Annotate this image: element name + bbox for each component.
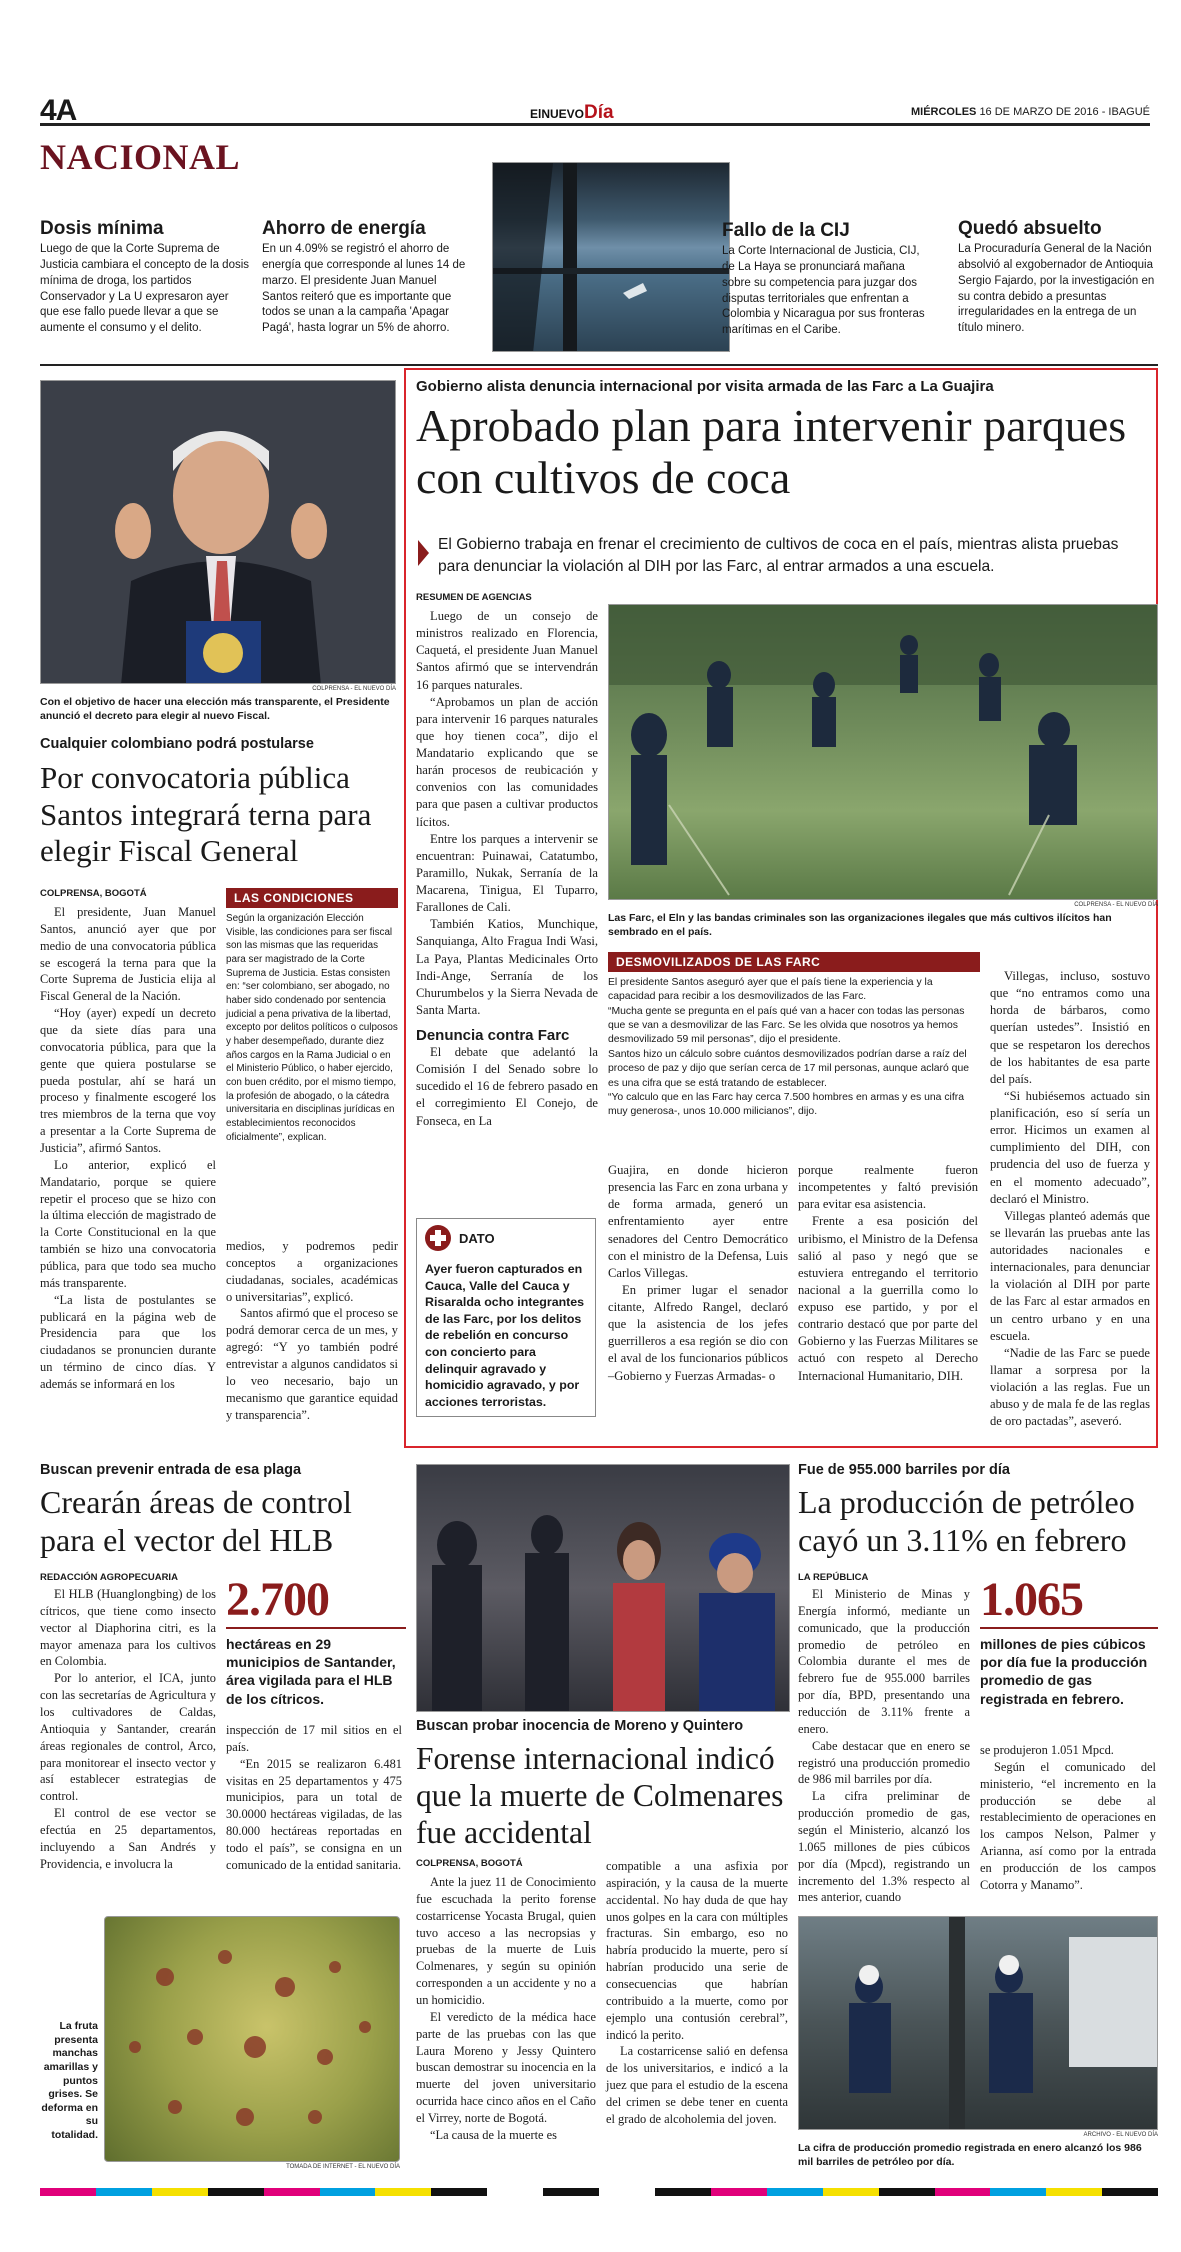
masthead: [40, 94, 1150, 127]
hlb-column-1: El HLB (Huanglongbing) de los cítricos, que tiene como insecto vector al Diaphorina citri, es la mayor amenaza para los cultivos en Colombia. Por lo anterior, el ICA, junto con las secretarías de Agricultura y los cultivadores de Caldas, Antioquia y Santander, crearán áreas regionales de control, Arco, para monitorear el insecto vector y así establecer estrategias de control. El control de ese vector se efectúa en 25 departamentos, incluyendo a San Andrés y Providencia, e involucra la: [40, 1587, 216, 1871]
forense-kicker: Buscan probar inocencia de Moreno y Quintero: [416, 1718, 744, 1734]
coca-photo-caption: Las Farc, el Eln y las bandas criminales son las organizaciones ilegales que más cultivos ilícitos han sembrado en el país.: [608, 912, 1112, 938]
condiciones-box: LAS CONDICIONES Según la organización Elección Visible, las condiciones para ser fiscal son las mismas que las requeridas para ser magistrado de la Corte Suprema de Justicia. Estas consisten en: “ser colombiano, ser abogado, no haber sido condenado por sentencia judicial a pena privativa de la libertad, excepto por delitos políticos o culposos y haber desempeñado, durante diez años cargos en la Rama Judicial o en el Ministerio Público, o haber ejercido, con buen crédito, por el mismo tiempo, la profesión de abogado, o la cátedra universitaria en disciplinas jurídicas en establecimientos reconocidos oficialmente”, explican.: [226, 888, 398, 1144]
hlb-column-2: inspección de 17 mil sitios en el país. “En 2015 se realizaron 6.481 visitas en 25 departamentos y 475 municipios, para un total de 30.0000 hectáreas vigiladas, de las 80.000 hectáreas reportadas en todo el país”, se consigna en un comunicado de la entidad sanitaria.: [226, 1723, 402, 1872]
photo-credit: COLPRENSA - EL NUEVO DÍA: [312, 686, 396, 692]
coca-photo-credit: COLPRENSA - EL NUEVO DÍA: [1074, 902, 1158, 908]
hlb-byline: REDACCIÓN AGROPECUARIA: [40, 1572, 178, 1583]
coca-column-2: Guajira, en donde hicieron presencia las Farc en zona urbana y de forma armada, generó un enfrentamiento ayer entre senadores del Centro Democrático con el ministro de la Defensa, Luis Carlos Villegas. En primer lugar el senador citante, Alfredo Rangel, declaró que la asistencia de los jefes guerrilleros a esa región se dio con el aval de los funcionarios públicos –Gobierno y Fuerzas Armadas- o: [608, 1163, 788, 1383]
coca-byline: RESUMEN DE AGENCIAS: [416, 592, 532, 603]
fiscal-column-2: medios, y podremos pedir conceptos a organizaciones ciudadanas, sociales, académicas o universitarias”, explicó. Santos afirmó que el proceso se podrá demorar cerca de un mes, y agregó: “Y yo también podré entrevistar a algunos candidatos si lo veo necesario, bajo un mecanismo que garantice equidad y transparencia”.: [226, 1239, 398, 1422]
santos-photo: [40, 380, 396, 684]
coca-lead: El Gobierno trabaja en frenar el crecimiento de cultivos de coca en el país, mientras alista pruebas para denunciar la violación al DIH por las Farc, al entrar armados a una escuela.: [438, 536, 1119, 575]
page-number: 4A: [40, 94, 77, 127]
fiscal-headline: Por convocatoria pública Santos integrará terna para elegir Fiscal General: [40, 760, 372, 869]
brief-absuelto: Quedó absuelto La Procuraduría General de la Nación absolvió al exgobernador de Antioquia Sergio Fajardo, por la investigación en su contra debido a presuntas irregularidades en la entrega de un título minero.: [958, 218, 1155, 335]
brief-cij: Fallo de la CIJ La Corte Internacional de Justicia, CIJ, de La Haya se pronunciará mañana sobre su competencia para juzgar dos disputas territoriales que enfrentan a Colombia y Nicaragua por sus fronteras marítimas en el Caribe.: [722, 220, 925, 337]
fruit-photo-credit: TOMADA DE INTERNET - EL NUEVO DÍA: [286, 2164, 400, 2170]
petroleo-stat: 1.065 millones de pies cúbicos por día fue la producción promedio de gas registrada en febrero.: [980, 1572, 1158, 1708]
photo-caption: Con el objetivo de hacer una elección más transparente, el Presidente anunció el decreto para elegir al nuevo Fiscal.: [40, 696, 390, 722]
coca-headline: Aprobado plan para intervenir parques con cultivos de coca: [416, 400, 1127, 503]
arrow-icon: [418, 540, 429, 566]
helicopter-photo: [492, 162, 730, 352]
forense-column-1: Ante la juez 11 de Conocimiento fue escuchada la perito forense costarricense Yocasta Brugal, quien tuvo acceso a las necropsias y pruebas de la muerte de Luis Colmenares, y según su opinión corresponden a un accidente y no a un homicidio. El veredicto de la médica hace parte de las pruebas con las que Laura Moreno y Jessy Quintero buscan demostrar su inocencia en la muerte del joven universitario ocurrida hace cinco años en el Caño el Virrey, norte de Bogotá. “La causa de la muerte es: [416, 1875, 596, 2142]
fruit-caption: La fruta presenta manchas amarillas y puntos grises. Se deforma en su totalidad.: [41, 2020, 98, 2142]
fiscal-column-1: El presidente, Juan Manuel Santos, anunció ayer que por medio de una convocatoria pública se escogerá la terna para que la Corte Suprema de Justicia elija al Fiscal General de la Nación. “Hoy (ayer) expedí un decreto que da siete días para una convocatoria pública, para que la gente que quiera postularse se pueda postular, ahí se hará un proceso y finalmente escogeré los tres miembros de la terna que voy a presentar a la Corte Suprema de Justicia”, afirmó Santos. Lo anterior, explicó el Mandatario, porque se quiere repetir el proceso que se hizo con la última elección de magistrado de la Corte Constitucional en la que también se hizo una convocatoria pública, para que todo sea mucho más transparente. “La lista de postulantes se publicará en la página web de Presidencia para que los ciudadanos se pronuncien durante un término de cinco días. Y además se informará en los: [40, 905, 216, 1392]
fruit-photo: [104, 1916, 400, 2162]
section-title: NACIONAL: [40, 137, 241, 177]
forense-headline: Forense internacional indicó que la muerte de Colmenares fue accidental: [416, 1741, 784, 1851]
forense-byline: COLPRENSA, BOGOTÁ: [416, 1858, 523, 1869]
hlb-kicker: Buscan prevenir entrada de esa plaga: [40, 1462, 302, 1478]
newspaper-logo: ElNUEVODía: [530, 102, 614, 123]
cross-icon: [425, 1225, 451, 1251]
hlb-headline: Crearán áreas de control para el vector del HLB: [40, 1484, 352, 1558]
petroleo-column-2: se produjeron 1.051 Mpcd. Según el comunicado del ministerio, “el incremento en la producción se debe al restablecimiento de operaciones en los campos Nelson, Palmer y Arianna, así como por la entrada en producción de los campos Cotorra y Manamo”.: [980, 1743, 1156, 1892]
oil-photo-caption: La cifra de producción promedio registrada en enero alcanzó los 986 mil barriles de petróleo por día.: [798, 2142, 1142, 2168]
dato-box: DATO Ayer fueron capturados en Cauca, Valle del Cauca y Risaralda ocho integrantes de las Farc, por los delitos de rebelión en concurso con concierto para delinquir agravado y homicidio agravado, y por acciones terroristas.: [416, 1218, 596, 1417]
petroleo-kicker: Fue de 955.000 barriles por día: [798, 1462, 1010, 1478]
coca-kicker: Gobierno alista denuncia internacional por visita armada de las Farc a La Guajira: [416, 378, 994, 395]
petroleo-byline: LA REPÚBLICA: [798, 1572, 869, 1583]
hlb-stat: 2.700 hectáreas en 29 municipios de Santander, área vigilada para el HLB de los cítricos.: [226, 1572, 406, 1708]
color-registration-bar: [40, 2188, 1158, 2196]
brief-dosis: Dosis mínima Luego de que la Corte Suprema de Justicia cambiara el concepto de la dosis mínima de droga, los partidos Conservador y La U expresaron ayer que ese fallo puede llevar a que se aumente el consumo y el delito.: [40, 218, 250, 335]
fiscal-kicker: Cualquier colombiano podrá postularse: [40, 736, 314, 752]
coca-column-4: Villegas, incluso, sostuvo que “no entramos como una horda de bárbaros, como querían ustedes”. Insistió en que se respetaron los derechos de los habitantes de esa parte del país. “Si hubiésemos actuado sin planificación, eso sí sería un error. Hicimos un examen al cumplimiento del DIH, con prudencia del uso de fuerza y en el momento adecuado”, declaró el Ministro. Villegas planteó además que se llevarán las pruebas ante las autoridades nacionales e internacionales, para denunciar la violación al DIH por parte de las Farc al estar armados en un centro urbano y en una escuela. “Nadie de las Farc se puede llamar a sorpresa por la violación a las reglas. Fue un abuso y de mala fe de las reglas de oro pactadas”, aseveró.: [990, 969, 1150, 1429]
colmenares-photo: [416, 1464, 790, 1712]
petroleo-column-1: El Ministerio de Minas y Energía informó, mediante un comunicado, que la producción promedio de petróleo en Colombia durante el mes de febrero fue de 955.000 barriles por día, BPD, presentando una reducción de 3.11% frente a enero. Cabe destacar que en enero se registró una producción promedio de 986 mil barriles por día. La cifra preliminar de producción promedio de gas, según el Ministerio, alcanzó los 1.065 millones de pies cúbicos por día (Mpcd), registrando un incremento del 1.3% respecto al mes anterior, cuando: [798, 1587, 970, 1905]
divider: [40, 364, 1158, 366]
coca-field-photo: [608, 604, 1158, 900]
fiscal-byline: COLPRENSA, BOGOTÁ: [40, 888, 147, 899]
oil-photo-credit: ARCHIVO - EL NUEVO DÍA: [1083, 2132, 1158, 2138]
desmovilizados-box: DESMOVILIZADOS DE LAS FARC El presidente Santos aseguró ayer que el país tiene la experiencia y la capacidad para recibir a los desmovilizados de las Farc. “Mucha gente se pregunta en el país qué van a hacer con todas las personas que se van a desmovilizar de las Farc. Se les olvida que nosotros ya hemos desmovilizado 59 mil personas”, dijo el presidente. Santos hizo un cálculo sobre cuántos desmovilizados podrían darse a raíz del proceso de paz y dijo que serían cerca de 17 mil personas, aunque aclaró que es una cifra que se está tratando de establecer. “Yo calculo que en las Farc hay cerca 7.500 hombres en armas y es una cifra muy generosa-, unos 10.000 milicianos”, dijo.: [608, 952, 980, 1120]
dateline: MIÉRCOLES 16 DE MARZO DE 2016 - IBAGUÉ: [910, 106, 1150, 118]
brief-energia: Ahorro de energía En un 4.09% se registró el ahorro de energía que corresponde al lunes 14 de marzo. El presidente Juan Manuel Santos reiteró que es importante que todos se unan a la campaña 'Apagar Pagá', hasta lograr un 5% de ahorro.: [262, 218, 466, 335]
forense-column-2: compatible a una asfixia por aspiración, y la causa de la muerte accidental. No hay duda de que hay unos golpes en la cara con múltiples fracturas. Sin embargo, eso no habría producido la muerte, pero sí habrían producido una serie de consecuencias que habrían contribuido a la muerte, como por ejemplo una contusión cerebral”, indicó la perito. La costarricense salió en defensa de los universitarios, e indicó a la juez que para el estudio de la escena del crimen se debe tener en cuenta el grado de alcoholemia del joven.: [606, 1859, 788, 2126]
oil-workers-photo: [798, 1916, 1158, 2130]
coca-column-3: porque realmente fueron incompetentes y faltó previsión para evitar esa asistencia. Frente a esa posición del uribismo, el Ministro de la Defensa salió al paso y negó que se estuviera entregando el territorio nacional a la guerrilla como lo expuso ese partido, y por el contrario destacó que por parte del Gobierno y las Fuerzas Militares se actuó con respeto al Derecho Internacional Humanitario, DIH.: [798, 1163, 978, 1383]
petroleo-headline: La producción de petróleo cayó un 3.11% en febrero: [798, 1484, 1135, 1558]
coca-subhead: Denuncia contra Farc: [416, 1027, 570, 1044]
coca-column-1: Luego de un consejo de ministros realizado en Florencia, Caquetá, el presidente Juan Manuel Santos afirmó que se intervendrán 16 parques naturales. “Aprobamos un plan de acción para intervenir 16 parques naturales que hoy tienen coca”, dijo el Mandatario explicando que se harán procesos de reubicación y convenios con las comunidades para que pasen a cultivar productos lícitos. Entre los parques a intervenir se encuentran: Puinawai, Catatumbo, Paramillo, Nukak, Serranía de la Macarena, Tinigua, El Tuparro, Farallones de Cali. También Katios, Munchique, Sanquianga, Alto Fragua Indi Wasi, La Paya, Plantas Medicinales Orto Indi-Ange, Serranía de los Churumbelos y la Sierra Nevada de Santa Marta. Denuncia contra Farc El debate que adelantó la Comisión I del Senado sobre lo sucedido el 16 de febrero pasado en el corregimiento El Conejo, de Fonseca, en La: [416, 609, 598, 1128]
